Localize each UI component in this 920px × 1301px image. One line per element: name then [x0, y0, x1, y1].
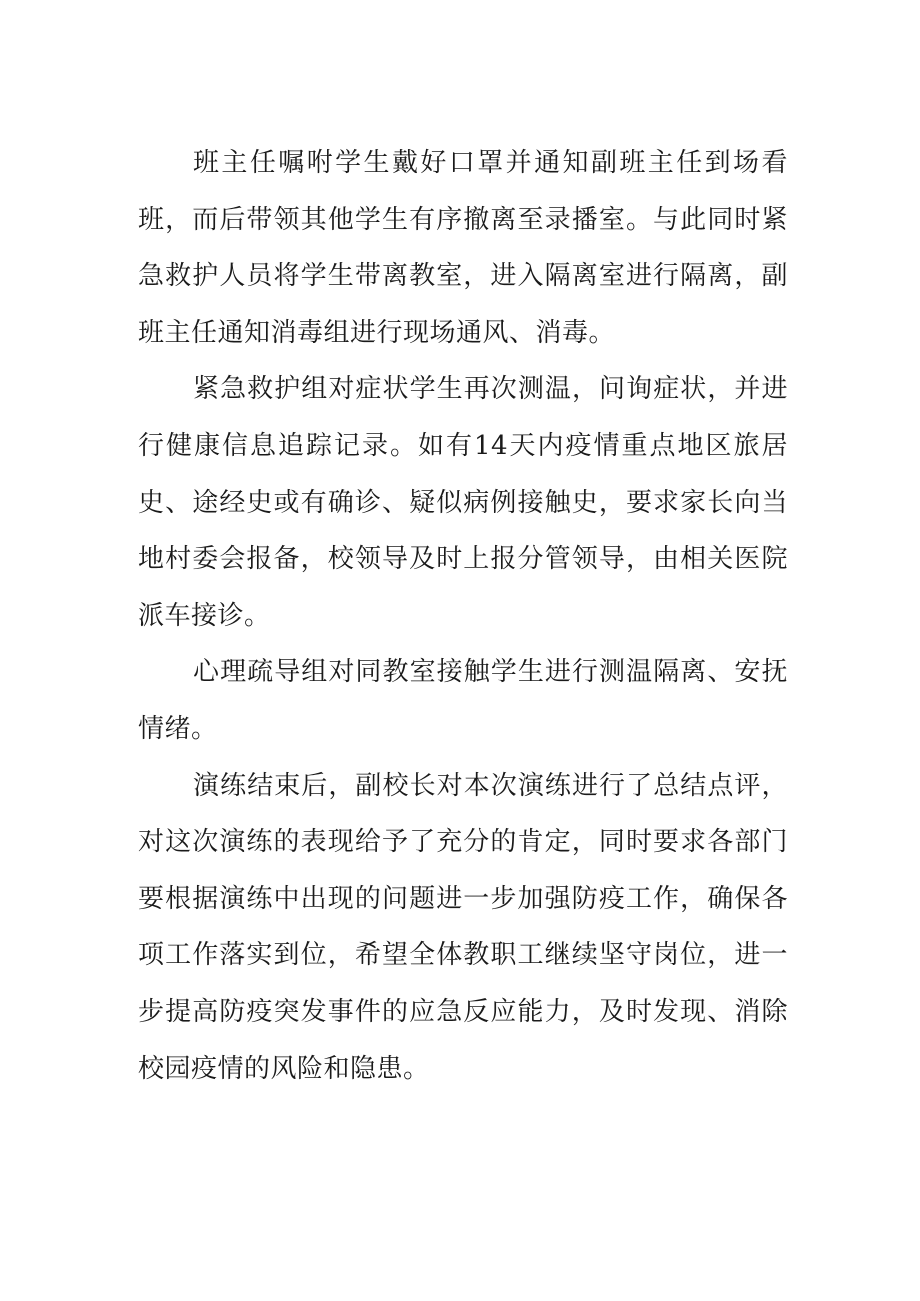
paragraph-drill-summary: 演练结束后，副校长对本次演练进行了总结点评，对这次演练的表现给予了充分的肯定，同时要求各部门要根据演练中出现的问题进一步加强防疫工作，确保各项工作落实到位，希望全体教职工继续坚守岗位，进一步提高防疫突发事件的应急反应能力，及时发现、消除校园疫情的风险和隐患。 [138, 770, 788, 1084]
paragraph-emergency-care: 紧急救护组对症状学生再次测温，问询症状，并进行健康信息追踪记录。如有14天内疫情重点地区旅居史、途经史或有确诊、疑似病例接触史，要求家长向当地村委会报备，校领导及时上报分管领导，由相关医院派车接诊。 [138, 374, 788, 631]
paragraph-psychological-counseling: 心理疏导组对同教室接触学生进行测温隔离、安抚情绪。 [138, 657, 788, 744]
paragraph-evacuation: 班主任嘱咐学生戴好口罩并通知副班主任到场看班，而后带领其他学生有序撤离至录播室。与此同时紧急救护人员将学生带离教室，进入隔离室进行隔离，副班主任通知消毒组进行现场通风、消毒。 [138, 148, 788, 348]
